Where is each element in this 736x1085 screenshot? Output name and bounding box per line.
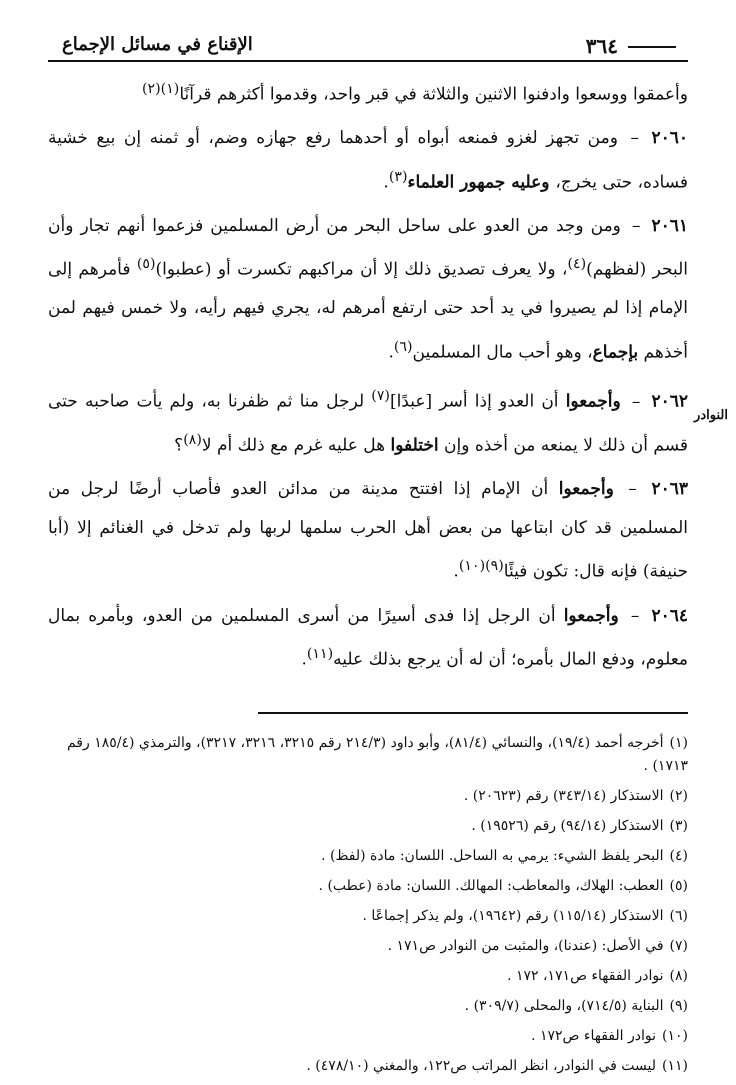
entry-2060 <box>48 119 688 202</box>
entry-2062 <box>48 377 688 465</box>
footnote-number: (٣) <box>669 817 688 834</box>
entry-bold-text: بإجماع <box>592 342 639 363</box>
footnote <box>52 965 688 988</box>
footnote-number: (٨) <box>669 967 688 984</box>
footnote-number: (١٠) <box>662 1027 688 1044</box>
entry-bold-text: اختلفوا <box>390 435 439 456</box>
entry-2063 <box>48 470 688 591</box>
footnote-ref: (٦) <box>393 338 413 355</box>
footnote-number: (١١) <box>662 1057 688 1074</box>
entry-text: أن الإمام إذا افتتح مدينة من مدائن العدو فأصاب أرضًا لرجل من المسلمين قد كان ابتاعها من بعض أهل الحرب سلمها لربها ولم تدخل في الغنائم إلا (أبا حنيفة) فإنه قال: تكون فيئًا <box>48 479 688 583</box>
footnote-number: (١) <box>669 735 688 751</box>
footnote-number: (٢) <box>669 787 688 804</box>
footnote <box>52 995 688 1018</box>
entry-number: ٢٠٦٤ <box>651 605 689 626</box>
footnote-ref: (٣) <box>388 168 408 185</box>
margin-note: النوادر <box>694 408 728 423</box>
entry-dash: – <box>630 605 640 626</box>
entry-bold-text: وعليه جمهور العلماء <box>407 172 556 193</box>
entry-2061 <box>48 207 688 372</box>
page-number: ٣٦٤ <box>585 34 618 58</box>
footnote-ref: (٥) <box>136 256 156 273</box>
entry-tail: ، وهو أحب مال المسلمين <box>412 342 593 363</box>
entry-dash: – <box>628 479 637 500</box>
entry-tail: . <box>301 649 307 670</box>
header-dash <box>628 46 676 48</box>
footnote-number: (٧) <box>669 937 688 954</box>
entry-text: ومن تجهز لغزو فمنعه أبواه أو أحدهما رفع جهازه وضم، أو ثمنه إن بيع خشية فساده، حتى يخرج، <box>48 128 688 193</box>
entry-tail: . <box>388 342 394 363</box>
footnote <box>52 815 688 838</box>
entry-number: ٢٠٦٠ <box>651 128 688 149</box>
entry-text: ومن وجد من العدو على ساحل البحر من أرض المسلمين فزعموا أنهم تجار وأن البحر (لفظهم) <box>48 215 689 280</box>
footnote <box>52 905 688 928</box>
entry-bold-text: وأجمعوا <box>558 479 614 500</box>
entry-tail: هل عليه غرم مع ذلك أم لا <box>201 435 391 456</box>
footnote-ref: (١١) <box>306 646 334 663</box>
footnote <box>52 1055 688 1078</box>
footnote-text: البحر يلفظ الشيء: يرمي به الساحل. اللسان: مادة (لفظ) . <box>321 847 664 864</box>
entry-dash: – <box>631 391 641 412</box>
footnote-number: (٤) <box>669 847 688 864</box>
footnote-number: (٥) <box>669 877 688 894</box>
footnote-text: العطب: الهلاك، والمعاطب: المهالك. اللسان: مادة (عطب) . <box>318 877 664 894</box>
page-header <box>48 34 688 62</box>
entry-tail: لرجل منا ثم ظفرنا به، ولم يأت صاحبه حتى قسم أن ذلك لا يمنعه من أخذه وإن <box>48 391 688 456</box>
footnote <box>52 935 688 958</box>
footnote <box>52 785 688 808</box>
entry-tail: . <box>453 562 459 583</box>
entry-tail: ، ولا يعرف تصديق ذلك إلا أن مراكبهم تكسرت أو (عطبوا) <box>155 259 568 280</box>
footnote-number: (٩) <box>669 997 688 1014</box>
footnote-text: نوادر الفقهاء ص١٧٢ . <box>531 1027 657 1044</box>
footnote <box>52 732 688 777</box>
footnote-separator <box>258 712 688 714</box>
footnote <box>52 875 688 898</box>
entry-number: ٢٠٦١ <box>651 215 689 236</box>
entry-dash: – <box>631 215 641 236</box>
main-text <box>48 70 688 684</box>
entry-continuation <box>48 70 688 114</box>
footnote-text: أخرجه أحمد (١٩/٤)، والنسائي (٨١/٤)، وأبو داود (٢١٤/٣ رقم ٣٢١٥، ٣٢١٦، ٣٢١٧)، والترمذي (١٨٥/٤ رقم ١٧١٣) . <box>66 735 688 774</box>
entry-bold-text: وأجمعوا <box>565 391 621 412</box>
footnote <box>52 1025 688 1048</box>
footnote-ref: (٨) <box>183 432 202 449</box>
entry-tail: فأمرهم إلى الإمام إذا لم يصيروا في يد أحد حتى ارتفع أمرهم له، يجري فيهم رأيه، ولا خمس فيهم لمن أخذهم <box>48 259 688 363</box>
entry-text: أن العدو إذا أسر [عبدًا] <box>389 391 566 412</box>
footnote-text: الاستذكار (٩٤/١٤) رقم (١٩٥٢٦) . <box>471 817 664 834</box>
entry-2064 <box>48 597 688 680</box>
footnote-ref: (٤) <box>567 256 587 273</box>
footnote-text: في الأصل: (عندنا)، والمثبت من النوادر ص١٧١ . <box>387 937 664 954</box>
footnote-text: البناية (٧١٤/٥)، والمحلى (٣٠٩/٧) . <box>464 997 664 1014</box>
footnote-text: الاستذكار (١١٥/١٤) رقم (١٩٦٤٢)، ولم يذكر إجماعًا . <box>362 907 664 924</box>
footnote-number: (٦) <box>669 907 688 924</box>
entry-text: وأعمقوا ووسعوا وادفنوا الاثنين والثلاثة في قبر واحد، وقدموا أكثرهم قرآنًا <box>179 84 688 105</box>
footnote-text: الاستذكار (٣٤٣/١٤) رقم (٢٠٦٢٣) . <box>463 787 664 804</box>
entry-text: أن الرجل إذا فدى أسيرًا من أسرى المسلمين من العدو، وبأمره بمال معلوم، ودفع المال بأمره؛ أن له أن يرجع بذلك عليه <box>48 605 688 670</box>
footnotes <box>52 732 688 1085</box>
entry-number: ٢٠٦٣ <box>651 479 688 500</box>
footnote-ref: (٧) <box>371 388 390 405</box>
entry-tail: . <box>383 172 389 193</box>
entry-dash: – <box>630 128 639 149</box>
footnote-text: نوادر الفقهاء ص١٧١، ١٧٢ . <box>507 967 664 984</box>
footnote-ref: (٩)(١٠) <box>458 558 504 575</box>
footnote-text: ليست في النوادر، انظر المراتب ص١٢٢، والمغني (٤٧٨/١٠) . <box>306 1057 657 1074</box>
entry-bold-text: وأجمعوا <box>563 605 619 626</box>
footnote-ref: (١)(٢) <box>142 81 180 97</box>
entry-number: ٢٠٦٢ <box>651 391 689 412</box>
book-title: الإقناع في مسائل الإجماع <box>62 34 253 55</box>
footnote <box>52 845 688 868</box>
entry-tail: ؟ <box>174 435 184 456</box>
